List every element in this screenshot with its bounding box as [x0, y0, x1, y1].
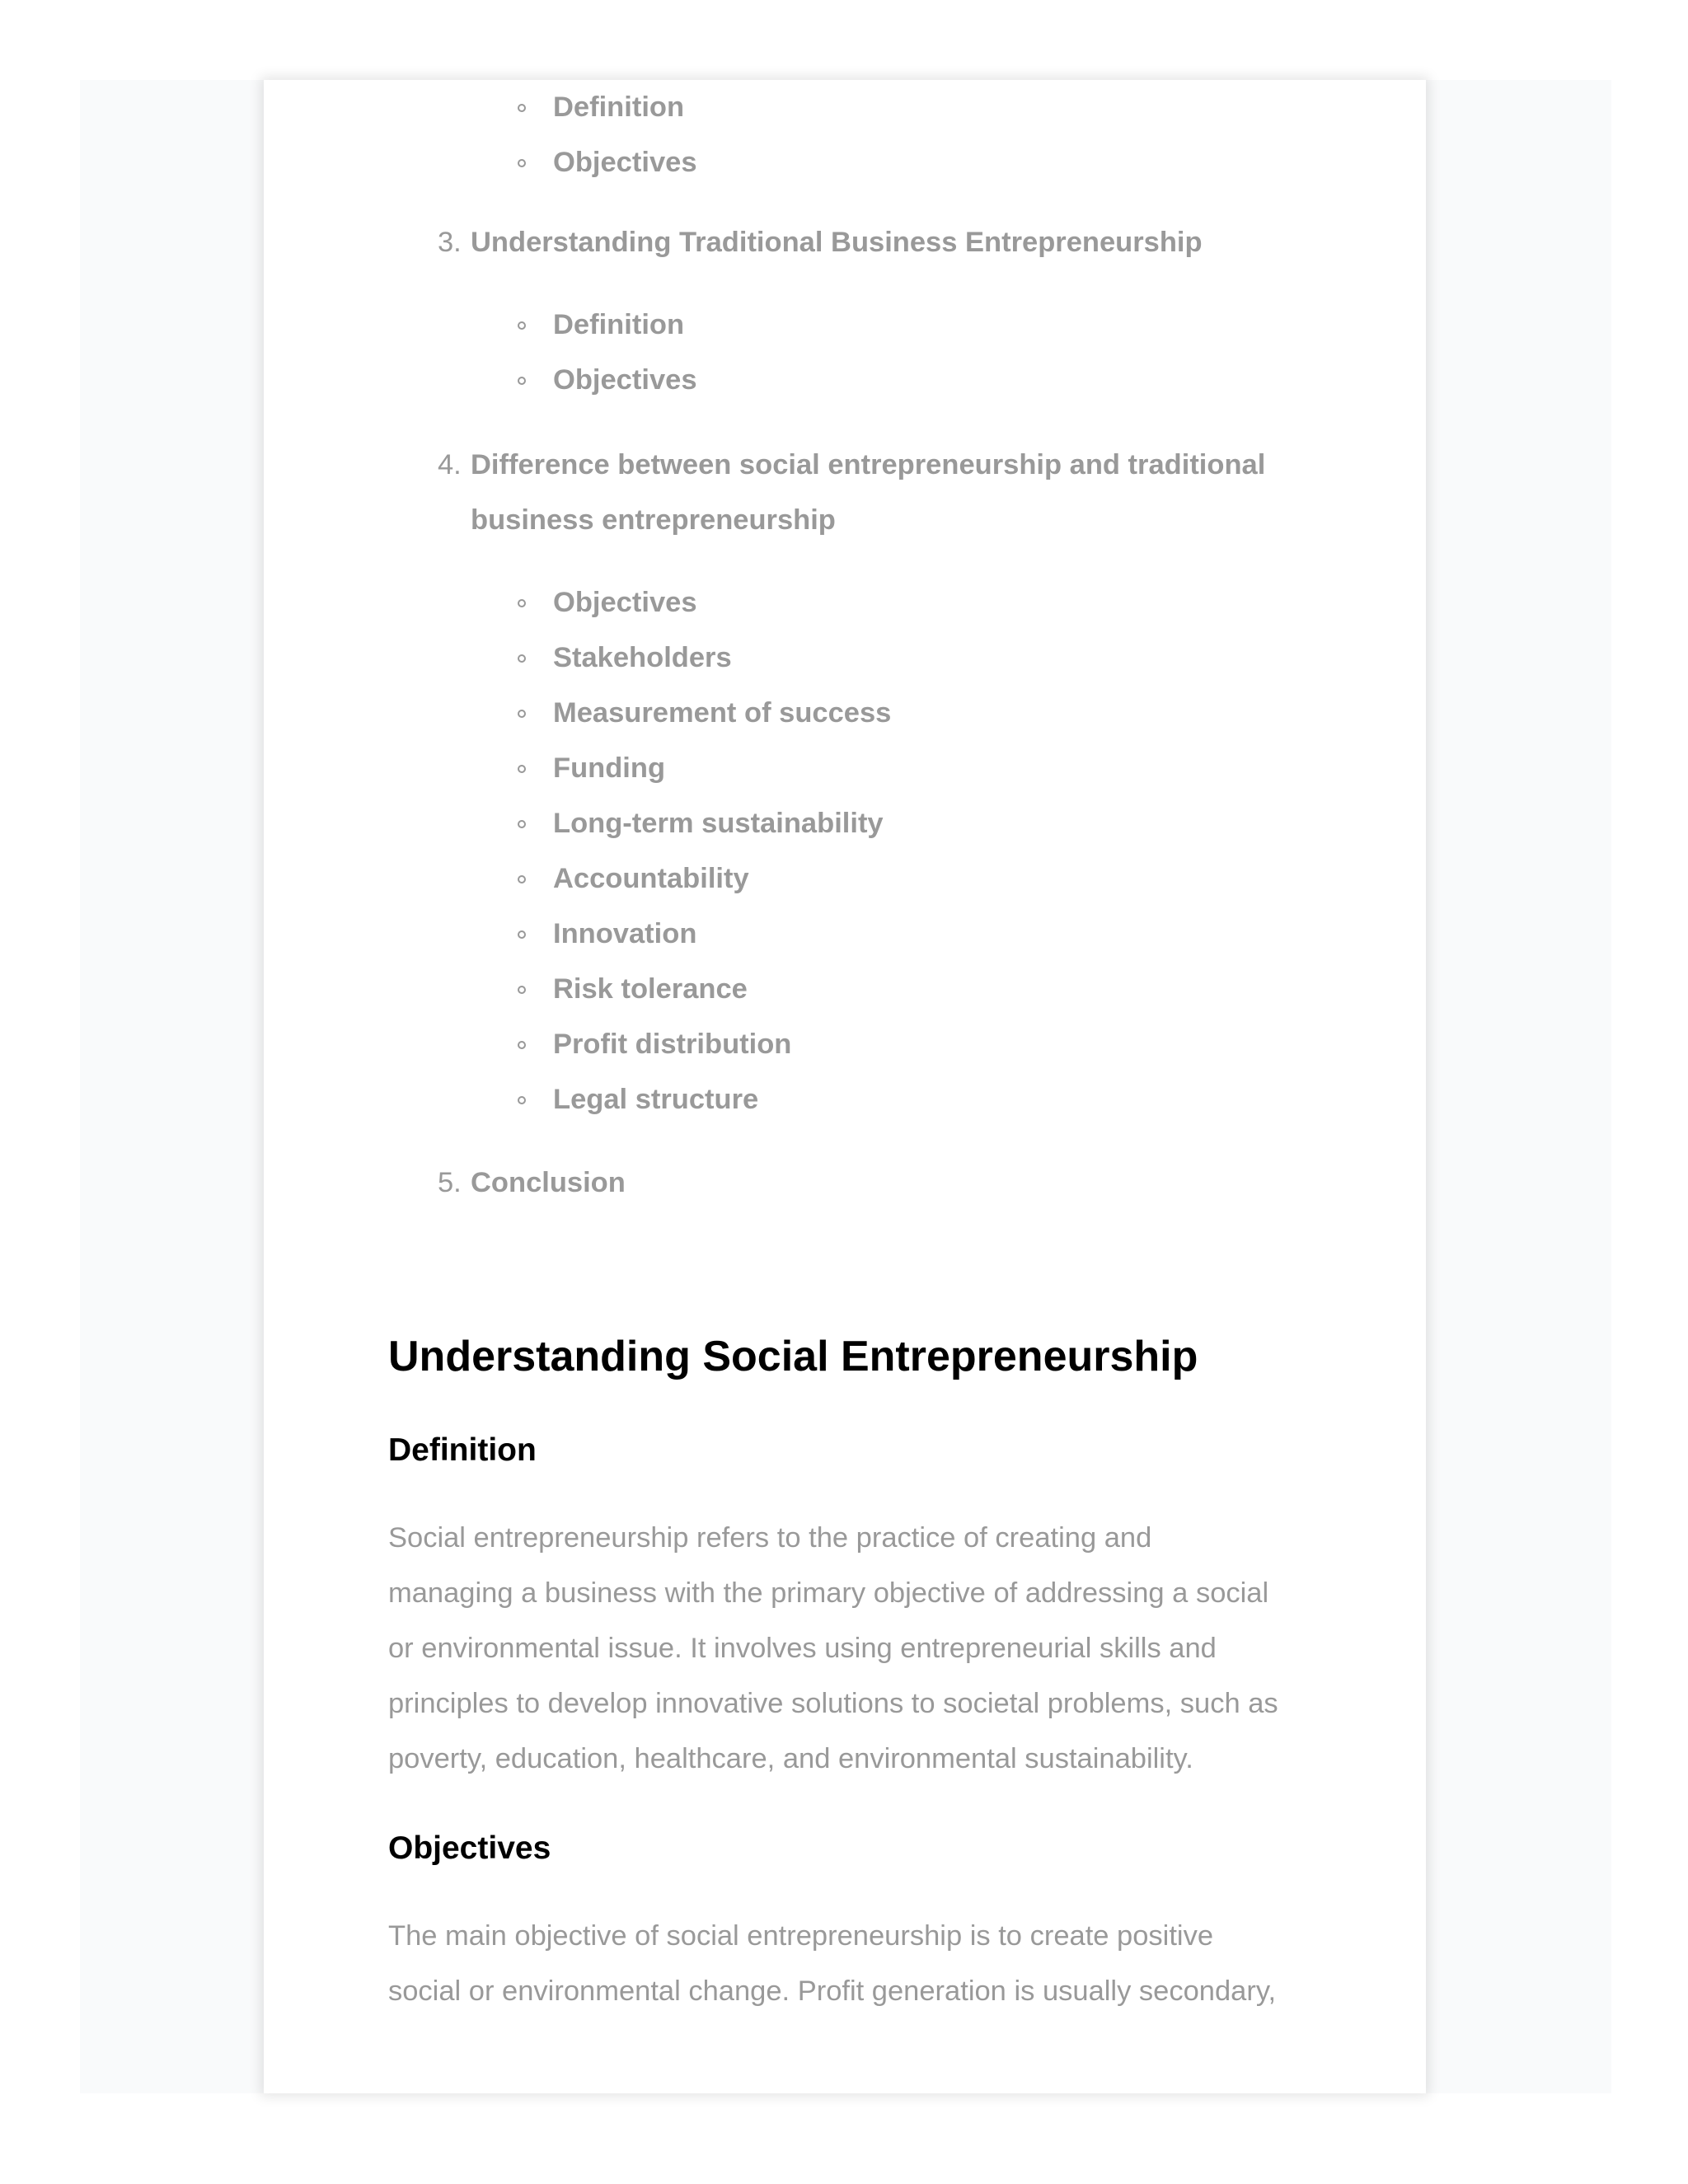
circle-bullet-icon	[518, 710, 526, 718]
toc-subitem-label: Risk tolerance	[553, 973, 748, 1005]
toc-item-label: Conclusion	[471, 1167, 626, 1198]
circle-bullet-icon	[518, 321, 526, 330]
toc-subitem-label: Measurement of success	[553, 697, 892, 729]
toc-subitem-profit-distribution[interactable]	[553, 1017, 791, 1072]
circle-bullet-icon	[518, 820, 526, 828]
circle-bullet-icon	[518, 1041, 526, 1049]
circle-bullet-icon	[518, 930, 526, 939]
toc-subitem-label: Definition	[553, 91, 685, 123]
circle-bullet-icon	[518, 654, 526, 663]
toc-subitem-funding[interactable]	[553, 741, 665, 796]
toc-subitem-stakeholders[interactable]	[553, 630, 732, 686]
toc-subitem-label: Innovation	[553, 918, 697, 949]
toc-item-5[interactable]	[438, 1155, 626, 1211]
paragraph-line: or environmental issue. It involves using entrepreneurial skills and	[388, 1633, 1217, 1664]
circle-bullet-icon	[518, 104, 526, 112]
circle-bullet-icon	[518, 875, 526, 883]
toc-subitem-measurement-of-success[interactable]	[553, 686, 891, 741]
definition-heading: Definition	[388, 1432, 537, 1468]
toc-subitem-accountability[interactable]	[553, 851, 749, 907]
toc-subitem-label: Accountability	[553, 863, 749, 894]
toc-subitem-label: Definition	[553, 309, 685, 340]
toc-subitem-label: Objectives	[553, 147, 697, 178]
document-page	[264, 80, 1426, 2093]
toc-subitem-label: Funding	[553, 752, 666, 784]
paragraph-line: poverty, education, healthcare, and environmental sustainability.	[388, 1743, 1193, 1774]
toc-subitem-legal-structure[interactable]	[553, 1072, 758, 1127]
paragraph-line: principles to develop innovative solutions to societal problems, such as	[388, 1688, 1278, 1719]
toc-subitem-risk-tolerance[interactable]	[553, 962, 748, 1017]
toc-subitem-label: Long-term sustainability	[553, 808, 884, 839]
circle-bullet-icon	[518, 159, 526, 167]
paragraph-line: managing a business with the primary objective of addressing a social	[388, 1577, 1269, 1609]
paragraph-line: Social entrepreneurship refers to the practice of creating and	[388, 1522, 1152, 1554]
toc-subitem-label: Stakeholders	[553, 642, 732, 673]
toc-subitem-label: Legal structure	[553, 1084, 759, 1115]
toc-subitem-definition[interactable]	[553, 298, 684, 353]
objectives-paragraph	[388, 1909, 1295, 2019]
toc-subitem-objectives[interactable]	[553, 353, 697, 408]
toc-subitem-label: Profit distribution	[553, 1029, 792, 1060]
toc-item-label: Understanding Traditional Business Entrepreneurship	[471, 227, 1203, 258]
toc-subitem-objectives[interactable]	[553, 135, 697, 190]
toc-subitem-label: Objectives	[553, 364, 697, 396]
definition-paragraph	[388, 1511, 1295, 1787]
toc-item-label-line1: Difference between social entrepreneurship and traditional	[471, 449, 1266, 480]
toc-item-4-continued[interactable]	[471, 493, 836, 548]
circle-bullet-icon	[518, 986, 526, 994]
paragraph-line: The main objective of social entrepreneurship is to create positive	[388, 1920, 1214, 1952]
objectives-heading: Objectives	[388, 1830, 551, 1866]
circle-bullet-icon	[518, 1096, 526, 1104]
circle-bullet-icon	[518, 599, 526, 607]
toc-subitem-innovation[interactable]	[553, 907, 696, 962]
toc-item-4[interactable]	[438, 438, 1266, 493]
circle-bullet-icon	[518, 765, 526, 773]
circle-bullet-icon	[518, 377, 526, 385]
toc-item-label-line2: business entrepreneurship	[471, 504, 836, 536]
list-number: 4.	[438, 449, 462, 480]
toc-subitem-long-term-sustainability[interactable]	[553, 796, 884, 851]
toc-subitem-label: Objectives	[553, 587, 697, 618]
toc-subitem-objectives[interactable]	[553, 575, 697, 630]
list-number: 5.	[438, 1167, 462, 1198]
list-number: 3.	[438, 227, 462, 258]
toc-item-3[interactable]	[438, 215, 1203, 270]
paragraph-line: social or environmental change. Profit generation is usually secondary,	[388, 1975, 1277, 2007]
section-title: Understanding Social Entrepreneurship	[388, 1333, 1198, 1380]
toc-subitem-definition[interactable]	[553, 80, 684, 135]
